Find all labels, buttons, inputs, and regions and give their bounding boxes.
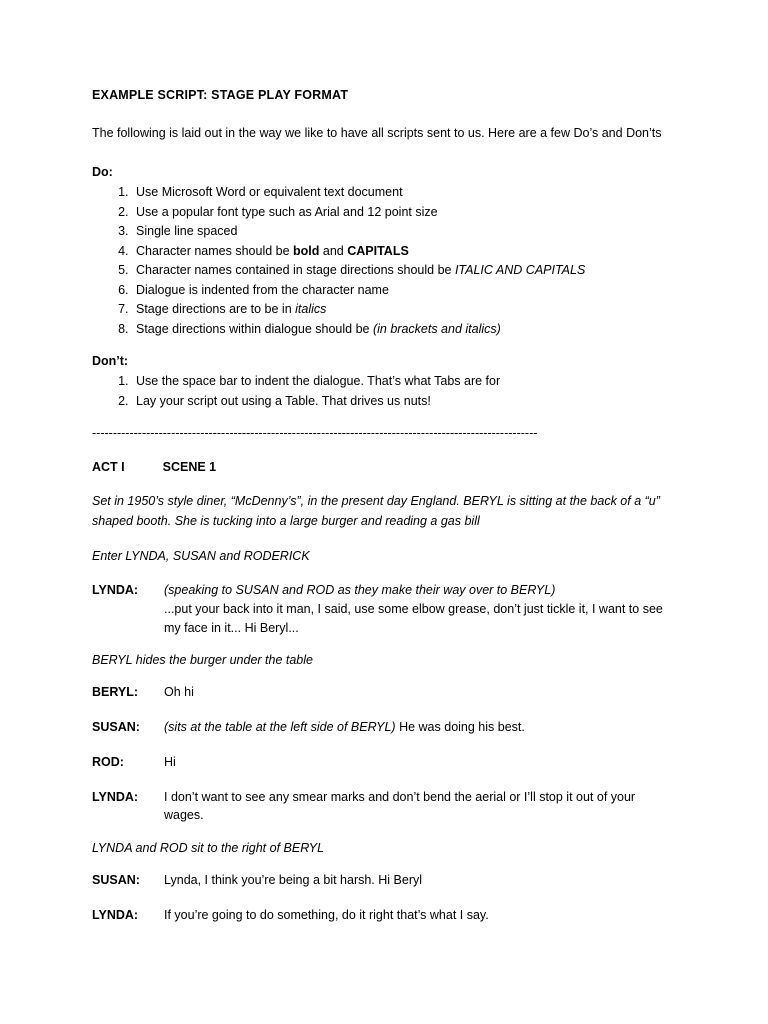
speech-text <box>164 683 672 702</box>
speech-text <box>164 718 672 737</box>
speaker-name: SUSAN: <box>92 720 140 735</box>
inline-stage-direction: (speaking to SUSAN and ROD as they make their way over to BERYL) <box>164 583 556 598</box>
list-item <box>132 261 672 280</box>
act-label: ACT I <box>92 460 125 475</box>
speech-paragraph: Hi <box>164 754 176 769</box>
text-bold: bold <box>293 243 320 258</box>
list-item <box>132 320 672 339</box>
speech-text <box>164 788 672 826</box>
do-heading: Do: <box>92 165 113 180</box>
list-item: 6. Dialogue is indented from the character name <box>132 281 672 300</box>
speaker-name: LYNDA: <box>92 583 139 598</box>
speech-paragraph: I don’t want to see any smear marks and don’t bend the aerial or I’ll stop it out of your wages. <box>164 789 636 823</box>
speech-text <box>164 753 672 772</box>
dialogue-line <box>92 871 672 890</box>
act-scene-heading <box>92 460 672 474</box>
page-title: EXAMPLE SCRIPT: STAGE PLAY FORMAT <box>92 88 349 102</box>
dont-heading: Don’t: <box>92 354 129 369</box>
dialogue-line <box>92 581 672 637</box>
speech-text <box>164 871 672 890</box>
section-divider: ----------------------------------------------------------------------------------------------------------- <box>92 426 538 441</box>
text-fragment: Character names contained in stage directions should be <box>136 263 455 278</box>
speaker-name: SUSAN: <box>92 873 140 888</box>
text-fragment: Character names should be <box>136 243 294 258</box>
speaker-name: BERYL: <box>92 685 139 700</box>
enter-stage-direction: Enter LYNDA, SUSAN and RODERICK <box>92 549 310 564</box>
text-fragment: Stage directions within dialogue should be <box>136 321 373 336</box>
dont-list <box>92 372 672 410</box>
list-item: 1. Use the space bar to indent the dialogue. That’s what Tabs are for <box>132 372 672 391</box>
speaker-name: ROD: <box>92 754 124 769</box>
stage-direction-beryl-hides: BERYL hides the burger under the table <box>92 653 313 668</box>
dialogue-line <box>92 683 672 702</box>
dialogue-line <box>92 753 672 772</box>
text-fragment: and <box>319 243 348 258</box>
list-item: 3. Single line spaced <box>132 222 672 241</box>
text-italic: italics <box>295 302 327 317</box>
list-item: 2. Use a popular font type such as Arial and 12 point size <box>132 203 672 222</box>
list-item <box>132 242 672 261</box>
speech-text <box>164 906 672 925</box>
list-item: 1. Use Microsoft Word or equivalent text document <box>132 183 672 202</box>
do-list <box>92 183 672 338</box>
stage-direction-lynda-rod-sit: LYNDA and ROD sit to the right of BERYL <box>92 841 325 856</box>
dialogue-line <box>92 718 672 737</box>
dialogue-line <box>92 788 672 826</box>
speech-paragraph: If you’re going to do something, do it right that’s what I say. <box>164 907 489 922</box>
speech-text <box>164 581 672 637</box>
list-item: 2. Lay your script out using a Table. That drives us nuts! <box>132 392 672 411</box>
text-italic: ITALIC AND CAPITALS <box>454 263 586 278</box>
speech-paragraph: Oh hi <box>164 685 194 700</box>
speech-paragraph <box>164 718 672 737</box>
speaker-name: LYNDA: <box>92 789 139 804</box>
intro-paragraph: The following is laid out in the way we like to have all scripts sent to us. Here are a few Do’s and Don’ts <box>92 126 662 140</box>
text-italic: (in brackets and italics) <box>372 321 501 336</box>
speaker-name: LYNDA: <box>92 907 139 922</box>
speech-paragraph: Lynda, I think you’re being a bit harsh. Hi Beryl <box>164 873 423 888</box>
text-fragment: He was doing his best. <box>395 720 525 735</box>
text-bold: CAPITALS <box>347 243 409 258</box>
dialogue-line <box>92 906 672 925</box>
opening-stage-direction: Set in 1950’s style diner, “McDenny’s”, in the present day England. BERYL is sitting at the back of a “u” shaped booth. She is tucking into a large burger and reading a gas bill <box>92 494 660 528</box>
list-item <box>132 300 672 319</box>
speech-paragraph: ...put your back into it man, I said, use some elbow grease, don’t just tickle it, I want to see my face in it... Hi Beryl... <box>164 601 663 635</box>
scene-label: SCENE 1 <box>162 460 217 475</box>
text-fragment: Stage directions are to be in <box>136 302 296 317</box>
inline-stage-direction: (sits at the table at the left side of BERYL) <box>164 720 396 735</box>
speech-paragraph <box>164 581 672 600</box>
